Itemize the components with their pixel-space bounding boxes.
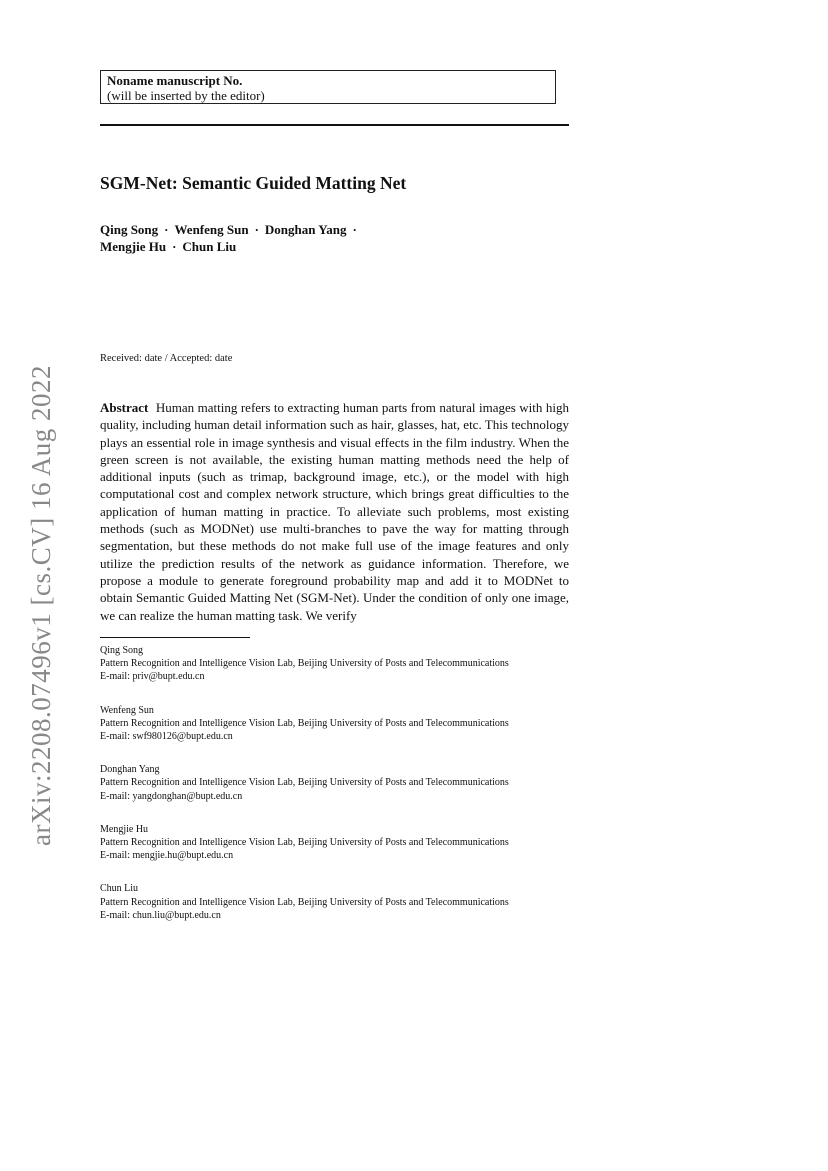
author-row-2 [100, 238, 363, 255]
affiliation-block [100, 704, 569, 744]
affiliation-email: E-mail: priv@bupt.edu.cn [100, 671, 205, 683]
author-separator: · [172, 239, 177, 254]
author-name: Qing Song [100, 222, 159, 237]
affiliation-author: Donghan Yang [100, 764, 160, 776]
affiliation-institution: Pattern Recognition and Intelligence Vision Lab, Beijing University of Posts and Telecommunications [100, 658, 509, 670]
manuscript-number: Noname manuscript No. [107, 73, 243, 88]
author-separator: · [254, 222, 259, 237]
affiliation-author: Chun Liu [100, 883, 139, 895]
received-date-line: Received: date / Accepted: date [100, 353, 233, 364]
affiliation-email: E-mail: swf980126@bupt.edu.cn [100, 731, 233, 743]
affiliation-email: E-mail: mengjie.hu@bupt.edu.cn [100, 850, 234, 862]
affiliation-institution: Pattern Recognition and Intelligence Vision Lab, Beijing University of Posts and Telecommunications [100, 837, 509, 849]
arxiv-identifier: arXiv:2208.07496v1 [cs.CV] 16 Aug 2022 [25, 364, 56, 846]
abstract-section [100, 399, 569, 624]
affiliation-email: E-mail: yangdonghan@bupt.edu.cn [100, 790, 243, 802]
affiliation-author: Qing Song [100, 645, 144, 656]
header-rule [100, 124, 569, 126]
affiliation-institution: Pattern Recognition and Intelligence Vision Lab, Beijing University of Posts and Telecommunications [100, 717, 509, 729]
footnote-rule [100, 637, 250, 638]
author-separator: · [164, 222, 169, 237]
author-name: Wenfeng Sun [174, 222, 249, 237]
author-row-1 [100, 221, 363, 238]
affiliation-institution: Pattern Recognition and Intelligence Vision Lab, Beijing University of Posts and Telecommunications [100, 896, 509, 908]
paper-title: SGM-Net: Semantic Guided Matting Net [100, 173, 407, 193]
abstract-label: Abstract [100, 400, 149, 415]
affiliation-block [100, 763, 569, 803]
affiliation-author: Mengjie Hu [100, 823, 149, 835]
abstract-text: Human matting refers to extracting human parts from natural images with high quality, including human detail information such as hair, glasses, hat, etc. This technology plays an essential role in image synthesis and visual effects in the film industry. When the green screen is not available, the existing human matting methods need the help of additional inputs (such as trimap, background image, etc.), or the model with high computational cost and complex network structure, which brings great difficulties to the application of human matting in practice. To alleviate such problems, most existing methods (such as MODNet) use multi-branches to pave the way for matting through segmentation, but these methods do not make full use of the image features and only utilize the prediction results of the network as guidance information. Therefore, we propose a module to generate foreground probability map and add it to MODNet to obtain Semantic Guided Matting Net (SGM-Net). Under the condition of only one image, we can realize the human matting task. We verify [100, 400, 569, 623]
author-separator: · [352, 222, 357, 237]
author-list [100, 221, 363, 255]
affiliation-author: Wenfeng Sun [100, 704, 154, 716]
affiliation-footnotes [100, 644, 569, 942]
editor-note: (will be inserted by the editor) [107, 88, 265, 103]
affiliation-email: E-mail: chun.liu@bupt.edu.cn [100, 909, 221, 921]
author-name: Mengjie Hu [100, 239, 167, 254]
affiliation-block [100, 644, 569, 684]
affiliation-block [100, 882, 569, 922]
author-name: Chun Liu [182, 239, 237, 254]
arxiv-side-stamp [16, 360, 66, 850]
author-name: Donghan Yang [264, 222, 347, 237]
affiliation-institution: Pattern Recognition and Intelligence Vision Lab, Beijing University of Posts and Telecommunications [100, 777, 509, 789]
affiliation-block [100, 823, 569, 863]
manuscript-info-box [100, 70, 556, 104]
